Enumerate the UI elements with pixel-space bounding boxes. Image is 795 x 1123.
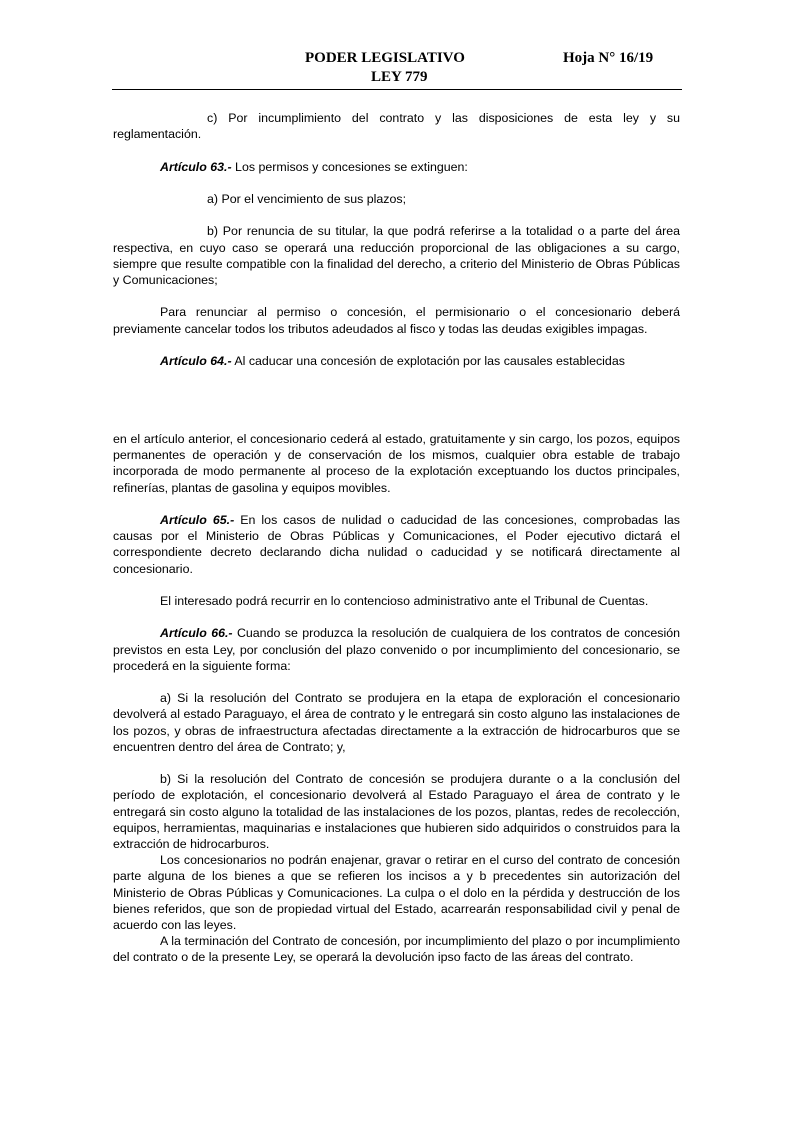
header-title: PODER LEGISLATIVO [305,50,465,66]
paragraph-clause-b: b) Por renuncia de su titular, la que podrá referirse a la totalidad o a parte del área respectiva, en cuyo caso se operará una reducción proporcional de las obligaciones a su cargo, siempre que resulte compatible con la finalidad del derecho, a criterio del Ministerio de Obras Públicas y Comunicaciones; [113,224,680,287]
paragraph-article-65 [113,512,680,577]
header-divider [112,89,682,90]
article-64-label: Artículo 64.- [160,353,232,368]
paragraph-exploitation-stage: b) Si la resolución del Contrato de concesión se produjera durante o a la conclusión del período de explotación, el concesionario devolverá al Estado Paraguayo el área de contrato y le entregará sin costo alguno la totalidad de las instalaciones de los pozos, plantas, redes de recolección, equipos, herramientas, maquinarias e instalaciones que hubieren sido adquiridos o construidos para la extracción de hidrocarburos. [113,772,680,851]
paragraph-clause-a: a) Por el vencimiento de sus plazos; [207,191,407,206]
article-65-text: En los casos de nulidad o caducidad de las concesiones, comprobadas las causas por el Ministerio de Obras Públicas y Comunicaciones, el Poder ejecutivo dictará el correspondiente decreto declarando dicha nulidad o caducidad y se notificará directamente al concesionario. [113,513,680,576]
paragraph-clause-c: c) Por incumplimiento del contrato y las disposiciones de esta ley y su reglamentación. [113,111,680,142]
article-64-text: Al caducar una concesión de explotación por las causales establecidas [231,353,625,368]
article-63-label: Artículo 63.- [160,159,232,174]
paragraph-article-64 [113,353,680,369]
paragraph-exploration-stage: a) Si la resolución del Contrato se produjera en la etapa de exploración el concesionario devolverá al estado Paraguayo, el área de contrato y le entregará sin costo alguno las instalaciones de los pozos, y obras de infraestructura afectadas directamente a la extracción de hidrocarburos que se encuentren dentro del área de Contrato; y, [113,691,680,754]
page-header [112,48,682,90]
text-block-lower [113,431,680,966]
article-66-text: Cuando se produzca la resolución de cualquiera de los contratos de concesión previstos en esta Ley, por conclusión del plazo convenido o por incumplimiento del concesionario, se procederá en la siguiente forma: [113,626,680,673]
header-page-number: Hoja N° 16/19 [563,50,654,66]
paragraph-contract-termination: A la terminación del Contrato de concesión, por incumplimiento del plazo o por incumplimiento del contrato o de la presente Ley, se operará la devolución ipso facto de las áreas del contrato. [113,934,680,965]
article-65-label: Artículo 65.- [160,513,235,527]
paragraph-article-66 [113,625,680,674]
text-block-upper [113,110,680,369]
paragraph-article-63 [113,159,680,175]
header-law-number: LEY 779 [371,69,428,85]
paragraph-concessionaires-restriction: Los concesionarios no podrán enajenar, gravar o retirar en el curso del contrato de concesión parte alguna de los bienes a que se refieren los incisos a y b precedentes sin autorización del Ministerio de Obras Públicas y Comunicaciones. La culpa o el dolo en la pérdida y destrucción de los bienes referidos, que son de propiedad virtual del Estado, acarrearán responsabilidad civil y penal de acuerdo con las leyes. [113,853,680,933]
article-66-label: Artículo 66.- [160,626,233,641]
paragraph-renounce: Para renunciar al permiso o concesión, el permisionario o el concesionario deberá previamente cancelar todos los tributos adeudados al fisco y todas las deudas exigibles impagas. [113,305,680,336]
paragraph-appeal: El interesado podrá recurrir en lo contencioso administrativo ante el Tribunal de Cuentas. [160,594,649,608]
article-63-text: Los permisos y concesiones se extinguen: [231,159,468,174]
paragraph-article-64-continued: en el artículo anterior, el concesionario cederá al estado, gratuitamente y sin cargo, los pozos, equipos permanentes de operación y de conservación de los mismos, cualquier obra estable de trabajo incorporada de modo permanente al proceso de la explotación exceptuando los ductos principales, refinerías, plantas de gasolina y equipos movibles. [113,432,680,495]
